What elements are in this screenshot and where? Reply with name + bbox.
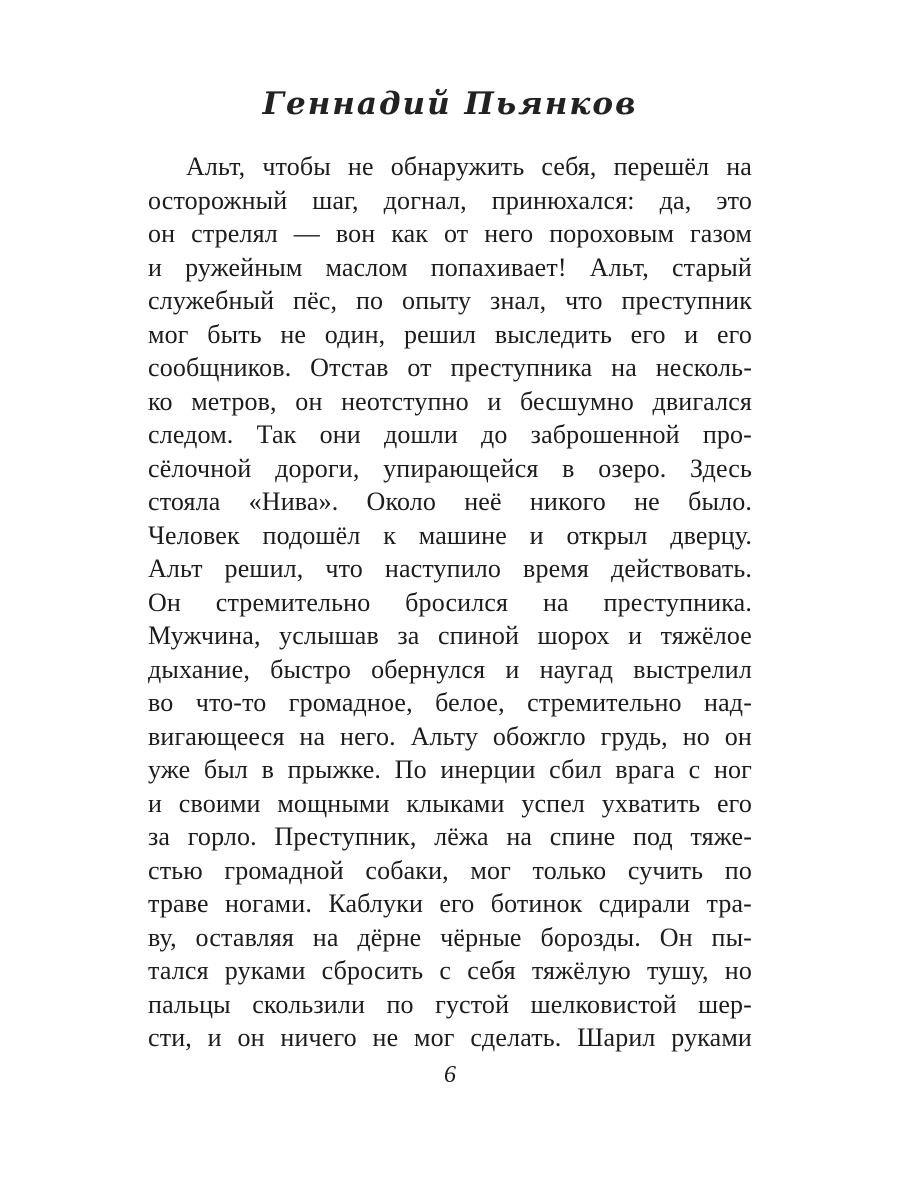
text-line: осторожный шаг, догнал, принюхался: да, это (148, 185, 752, 215)
body-text (148, 150, 752, 1055)
page-footer (0, 1062, 900, 1089)
text-line: траве ногами. Каблуки его ботинок сдирали тра- (148, 889, 752, 918)
text-line: Он стремительно бросился на преступника. (148, 587, 752, 617)
text-line: ко метров, он неотступно и бесшумно двигался (148, 386, 752, 416)
text-line: ву, оставляя на дёрне чёрные борозды. Он пы- (148, 922, 752, 952)
text-line: Альт, чтобы не обнаружить себя, перешёл на (186, 152, 752, 181)
text-line: вигающееся на него. Альту обожгло грудь, но он (148, 721, 752, 751)
text-line: тался руками сбросить с себя тяжёлую тушу, но (148, 956, 752, 985)
author-running-head: Геннадий Пьянков (262, 86, 638, 122)
text-line: дыхание, быстро обернулся и наугад выстрелил (148, 654, 752, 684)
text-line: Альт решил, что наступило время действовать. (148, 554, 752, 583)
text-line: следом. Так они дошли до заброшенной про- (148, 420, 752, 449)
text-line: и своими мощными клыками успел ухватить его (148, 788, 752, 818)
text-line: сти, и он ничего не мог сделать. Шарил руками (148, 1023, 752, 1052)
text-line: сёлочной дороги, упирающейся в озеро. Здесь (148, 453, 752, 483)
text-line: стояла «Нива». Около неё никого не было. (148, 487, 752, 516)
page-header (0, 86, 900, 122)
text-line: он стрелял — вон как от него пороховым газом (148, 219, 752, 248)
text-line: и ружейным маслом попахивает! Альт, старый (148, 252, 752, 282)
text-line: стью громадной собаки, мог только сучить по (148, 855, 752, 885)
text-line: сообщников. Отстав от преступника на несколь- (148, 353, 752, 382)
text-line: пальцы скользили по густой шелковистой шер- (148, 989, 752, 1019)
text-line: мог быть не один, решил выследить его и его (148, 319, 752, 349)
page-number: 6 (444, 1062, 456, 1088)
text-line: Человек подошёл к машине и открыл дверцу. (148, 520, 752, 550)
text-line: во что-то громадное, белое, стремительно над- (148, 688, 752, 717)
text-line: служебный пёс, по опыту знал, что преступник (148, 286, 752, 315)
text-line: уже был в прыжке. По инерции сбил врага с ног (148, 755, 752, 784)
text-line: за горло. Преступник, лёжа на спине под тяже- (148, 822, 752, 851)
text-line: Мужчина, услышав за спиной шорох и тяжёлое (148, 621, 752, 650)
